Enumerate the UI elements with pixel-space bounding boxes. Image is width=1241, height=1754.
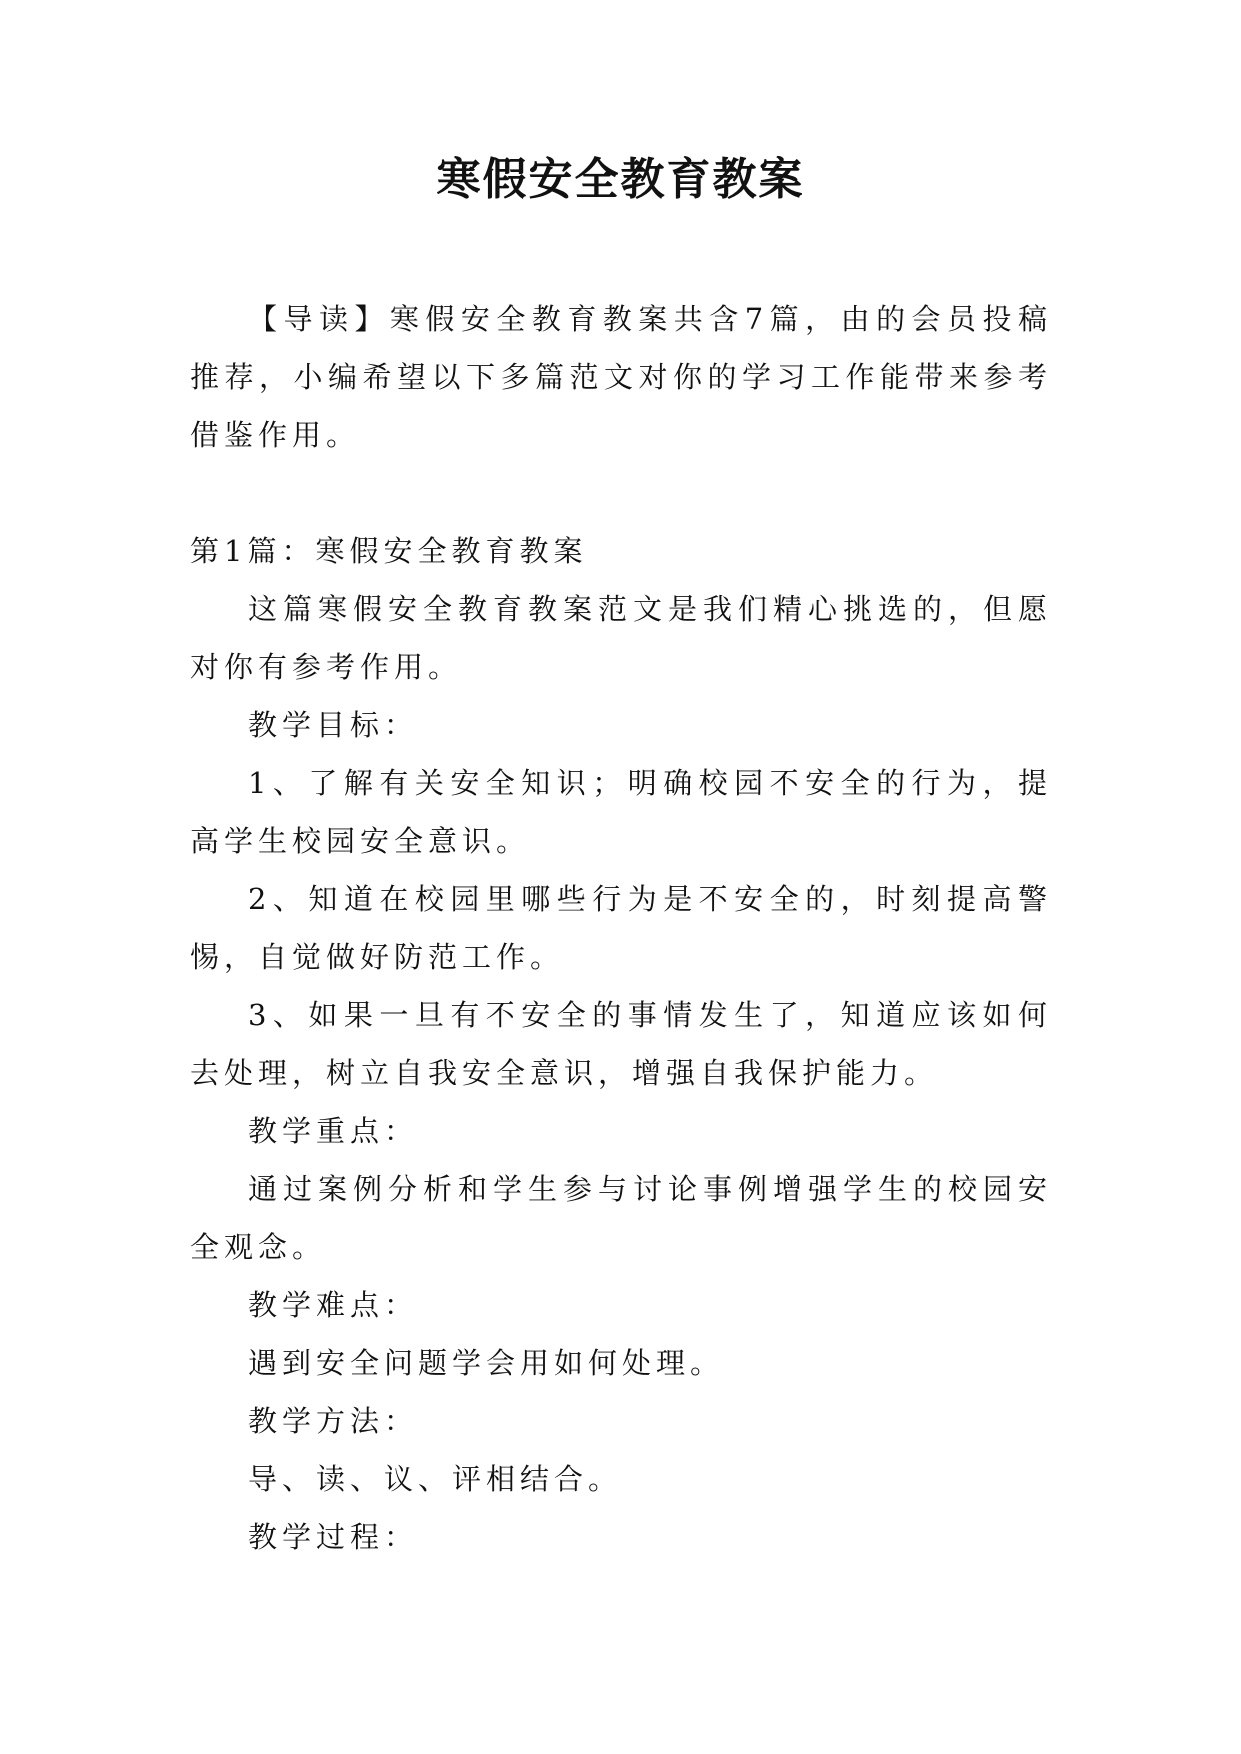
document-body	[190, 290, 1052, 1566]
paragraph: 教学方法：	[248, 1404, 419, 1438]
paragraph: 2、知道在校园里哪些行为是不安全的，时刻提高警惕，自觉做好防范工作。	[190, 882, 1052, 974]
paragraph: 遇到安全问题学会用如何处理。	[248, 1346, 725, 1380]
paragraph: 这篇寒假安全教育教案范文是我们精心挑选的，但愿对你有参考作用。	[190, 592, 1052, 684]
paragraph: 教学难点：	[248, 1288, 419, 1322]
paragraph: 1、了解有关安全知识；明确校园不安全的行为，提高学生校园安全意识。	[190, 766, 1052, 858]
paragraph: 导、读、议、评相结合。	[248, 1462, 623, 1496]
paragraph: 教学重点：	[248, 1114, 419, 1148]
document-title: 寒假安全教育教案	[436, 154, 805, 205]
paragraph: 教学过程：	[248, 1520, 419, 1554]
intro-paragraph: 【导读】寒假安全教育教案共含7篇，由的会员投稿推荐，小编希望以下多篇范文对你的学习工作能带来参考借鉴作用。	[190, 302, 1052, 452]
paragraph: 3、如果一旦有不安全的事情发生了，知道应该如何去处理，树立自我安全意识，增强自我保护能力。	[190, 998, 1052, 1090]
paragraph: 通过案例分析和学生参与讨论事例增强学生的校园安全观念。	[190, 1172, 1052, 1264]
spacer	[190, 464, 1052, 522]
section-heading: 第1篇：寒假安全教育教案	[190, 534, 588, 568]
paragraph: 教学目标：	[248, 708, 419, 742]
